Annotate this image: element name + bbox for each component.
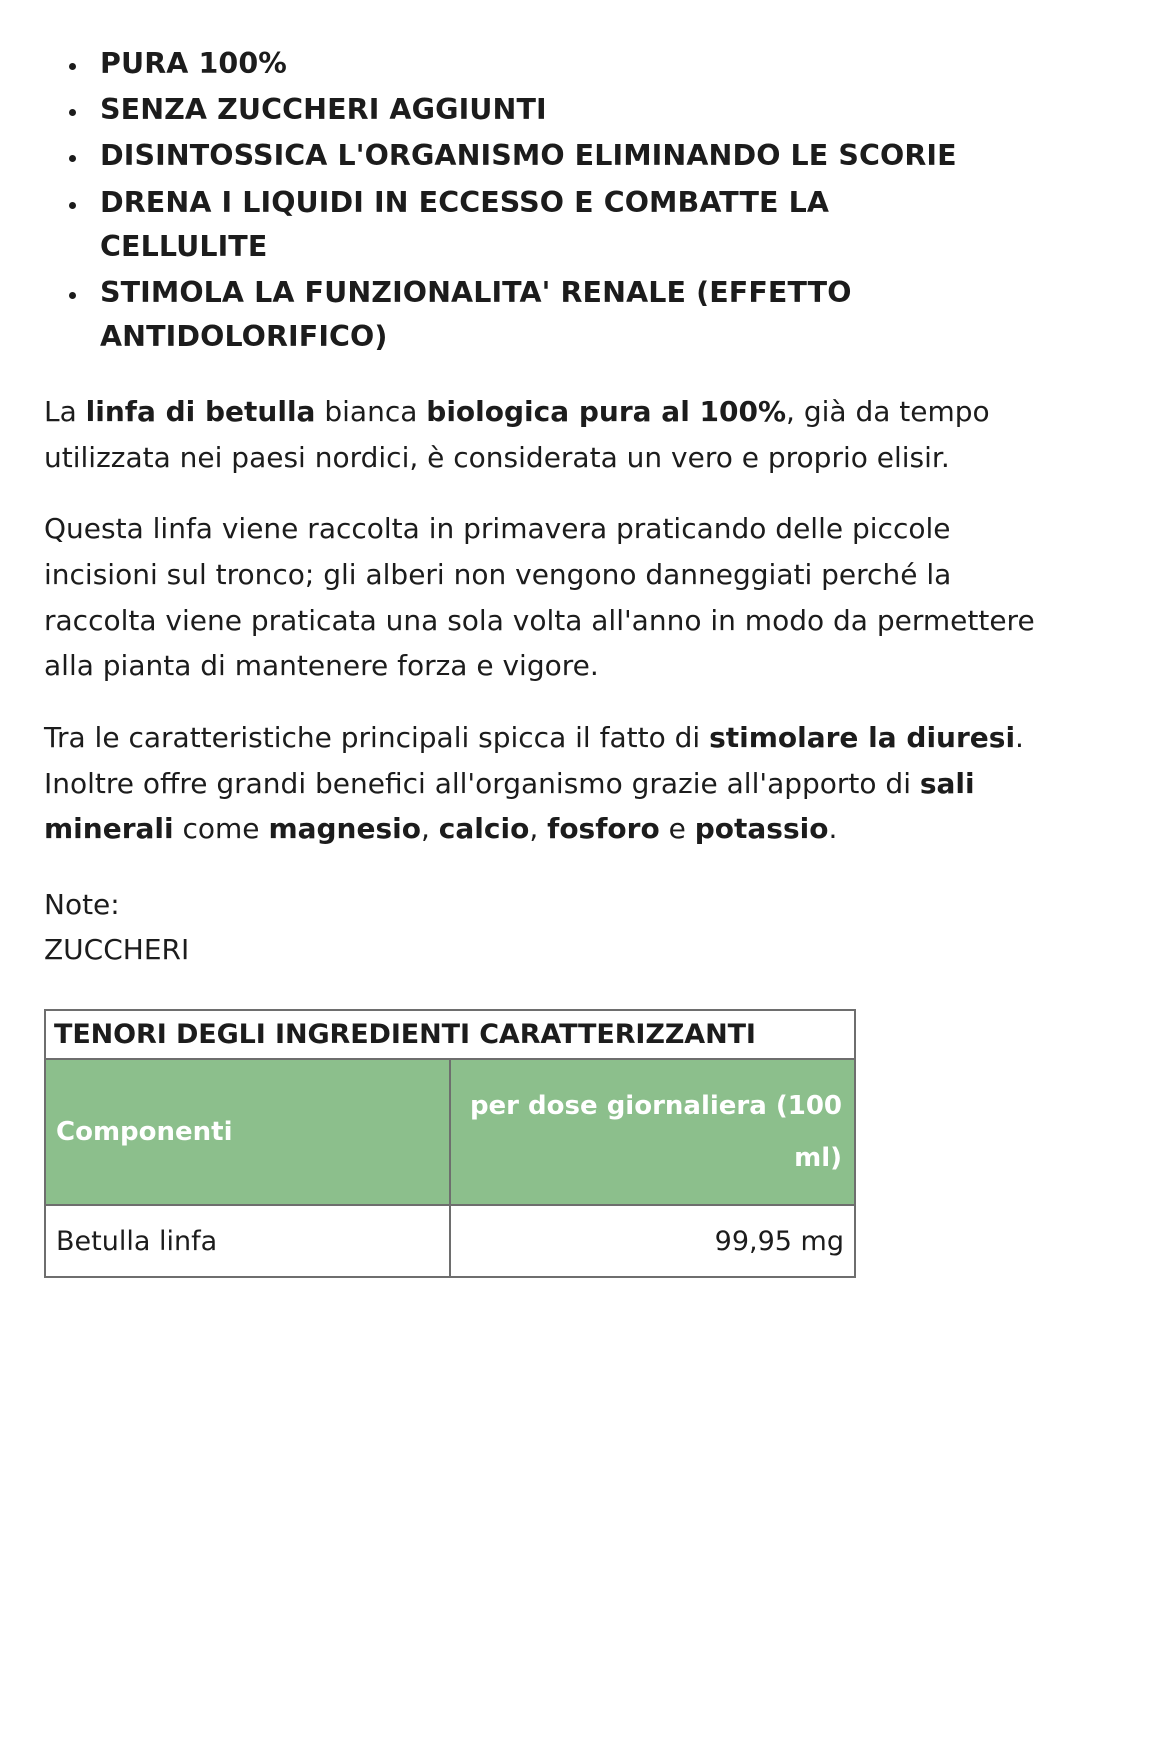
paragraph-harvest: Questa linfa viene raccolta in primavera praticando delle piccole incisioni sul tronco; gli alberi non vengono danneggiati perché la raccolta viene praticata una sola volta all'anno in modo da permettere alla pianta di mantenere forza e vigore. [44,512,1035,683]
list-item: • SENZA ZUCCHERI AGGIUNTI [90,88,980,132]
text-fragment: , [420,812,439,846]
text-strong: linfa di betulla [85,395,316,429]
table-header-dose-line1: per dose giornaliera [469,1091,767,1122]
paragraph-intro [44,389,1044,480]
table-header-dose-line2: (100 ml) [775,1091,842,1174]
text-fragment: . [828,812,838,846]
nutrition-table-wrapper [44,1009,1109,1278]
text-fragment: e [659,812,695,846]
nutrition-table [44,1009,856,1278]
text-fragment: . Inoltre offre grandi benefici all'organismo grazie all'apporto di [44,720,1024,800]
list-item: • DISINTOSSICA L'ORGANISMO ELIMINANDO LE SCORIE [90,134,980,178]
text-strong: fosforo [547,812,660,846]
table-header-components: Componenti [45,1059,450,1205]
table-title: TENORI DEGLI INGREDIENTI CARATTERIZZANTI [45,1010,855,1059]
notes-label: Note: [44,887,120,921]
table-cell-amount: 99,95 mg [450,1205,855,1277]
text-fragment: come [173,812,269,846]
text-strong: sali minerali [44,766,975,846]
text-fragment: , [529,812,548,846]
list-item: • STIMOLA LA FUNZIONALITA' RENALE (EFFETTO ANTIDOLORIFICO) [90,271,980,359]
text-fragment: Tra le caratteristiche principali spicca il fatto di [44,720,710,754]
text-strong: biologica pura al 100% [426,395,787,429]
notes-value: ZUCCHERI [44,933,190,967]
text-strong: stimolare la diuresi [709,720,1016,754]
text-strong: magnesio [268,812,421,846]
list-item: • PURA 100% [90,42,980,86]
text-fragment: La [44,395,86,429]
text-strong: potassio [694,812,829,846]
table-row-header [45,1059,855,1205]
table-row [45,1205,855,1277]
table-header-dose [450,1059,855,1205]
table-cell-component: Betulla linfa [45,1205,450,1277]
benefits-list [44,42,1109,359]
table-row-title [45,1010,855,1059]
notes-block [44,882,1109,973]
paragraph-properties [44,715,1044,852]
text-fragment: , già da tempo utilizzata nei paesi nordici, è considerata un vero e proprio elisir. [44,395,990,474]
text-strong: calcio [438,812,530,846]
list-item: • DRENA I LIQUIDI IN ECCESSO E COMBATTE LA CELLULITE [90,181,980,269]
text-fragment: bianca [315,395,427,429]
